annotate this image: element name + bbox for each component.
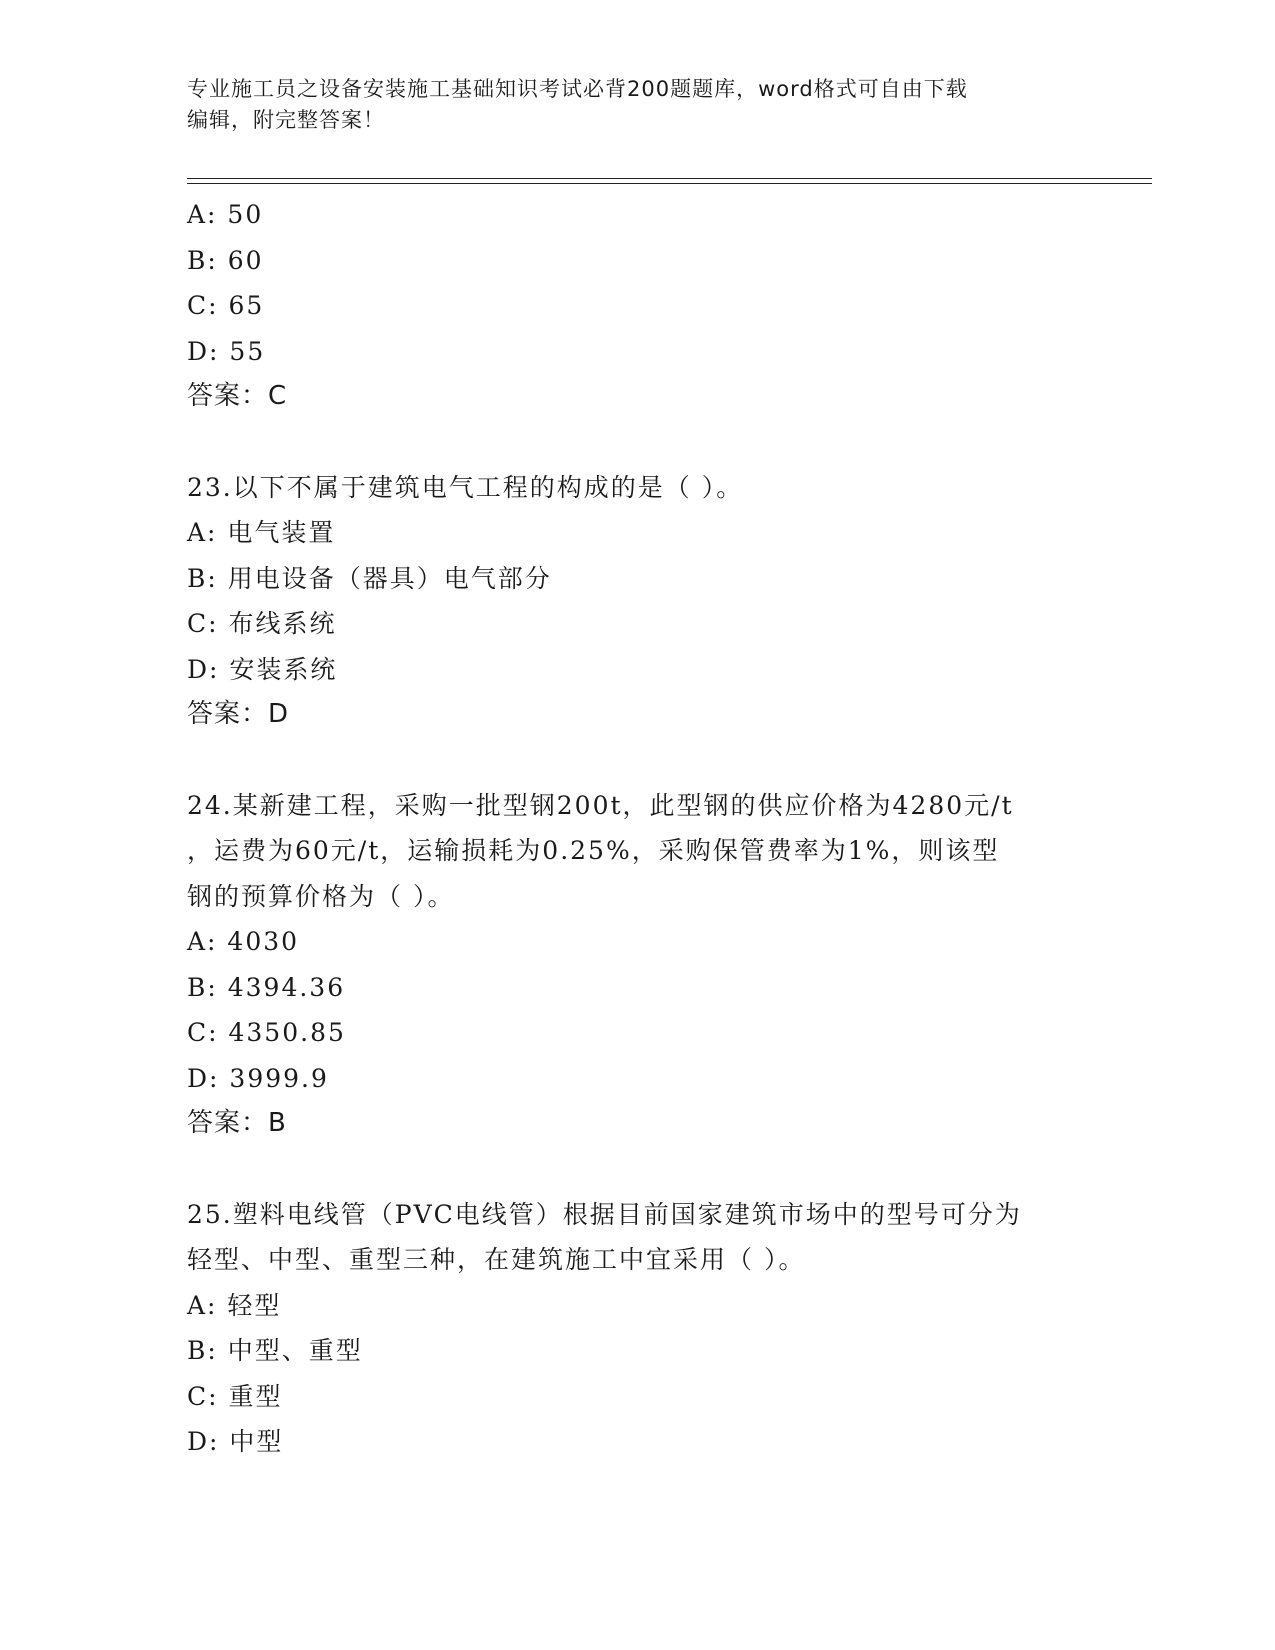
option-c: C: 4350.85 bbox=[187, 1018, 346, 1047]
answer: 答案：D bbox=[187, 699, 290, 729]
option-d: D: 3999.9 bbox=[187, 1063, 329, 1093]
option-d: D: 中型 bbox=[187, 1427, 284, 1456]
option-a: A: 4030 bbox=[187, 927, 300, 956]
question-text-line-3: 钢的预算价格为（ ）。 bbox=[187, 881, 455, 911]
spacer bbox=[187, 738, 1067, 783]
option-d: D: 55 bbox=[187, 336, 266, 366]
option-b: B: 60 bbox=[187, 245, 264, 275]
option-d: D: 安装系统 bbox=[187, 654, 338, 684]
option-b: B: 中型、重型 bbox=[187, 1336, 363, 1365]
page-header bbox=[187, 74, 1067, 136]
option-a: A: 轻型 bbox=[187, 1290, 282, 1320]
question-text-line-1: 25.塑料电线管（PVC电线管）根据目前国家建筑市场中的型号可分为 bbox=[187, 1199, 1022, 1229]
question-24 bbox=[187, 783, 1067, 1147]
option-c: C: 重型 bbox=[187, 1381, 283, 1411]
answer: 答案：C bbox=[187, 381, 288, 411]
option-a: A: 电气装置 bbox=[187, 518, 336, 547]
question-22 bbox=[187, 192, 1067, 420]
spacer bbox=[187, 1147, 1067, 1192]
header-rule-bottom bbox=[187, 183, 1152, 184]
spacer bbox=[187, 420, 1067, 465]
header-line-2: 编辑，附完整答案！ bbox=[187, 108, 385, 132]
question-25 bbox=[187, 1192, 1067, 1465]
option-b: B: 4394.36 bbox=[187, 972, 346, 1002]
header-line-1: 专业施工员之设备安装施工基础知识考试必背200题题库，word格式可自由下载 bbox=[187, 77, 968, 101]
question-23 bbox=[187, 465, 1067, 738]
question-text: 23.以下不属于建筑电气工程的构成的是（ ）。 bbox=[187, 472, 744, 502]
option-a: A: 50 bbox=[187, 200, 264, 229]
answer: 答案：B bbox=[187, 1108, 287, 1138]
option-c: C: 65 bbox=[187, 291, 265, 320]
question-text-line-1: 24.某新建工程，采购一批型钢200t，此型钢的供应价格为4280元/t bbox=[187, 790, 1014, 820]
question-text-line-2: ，运费为60元/t，运输损耗为0.25%，采购保管费率为1%，则该型 bbox=[187, 836, 1000, 865]
question-text-line-2: 轻型、中型、重型三种，在建筑施工中宜采用（ ）。 bbox=[187, 1245, 806, 1274]
header-rule-top bbox=[187, 178, 1152, 179]
option-b: B: 用电设备（器具）电气部分 bbox=[187, 563, 552, 593]
question-list bbox=[187, 192, 1067, 1465]
option-c: C: 布线系统 bbox=[187, 609, 337, 638]
